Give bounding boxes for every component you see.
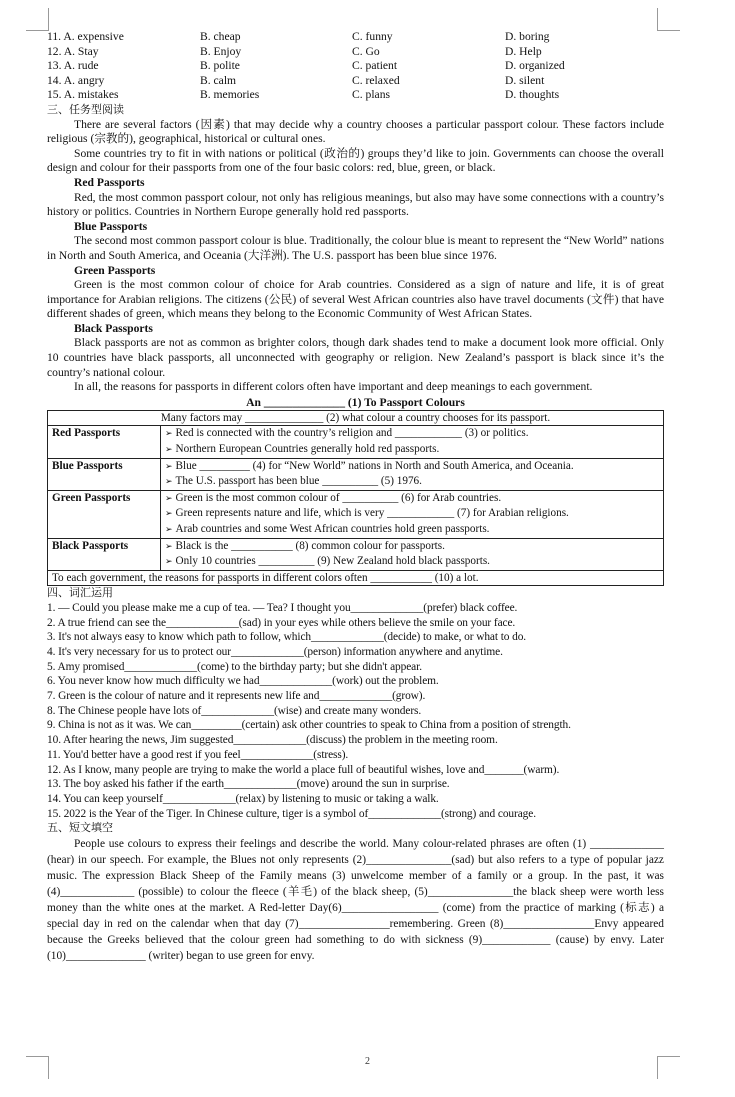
option-a: 11. A. expensive (47, 30, 124, 43)
question-item: 10. After hearing the news, Jim suggested_____________(discuss) the problem in the meeting room. (47, 734, 498, 747)
row-label: Red Passports (48, 426, 161, 458)
summary-table (47, 410, 664, 587)
bullet-item: ➢ Only 10 countries __________ (9) New Zealand hold black passports. (165, 554, 659, 570)
question-item: 8. The Chinese people have lots of_____________(wise) and create many wonders. (47, 704, 422, 717)
table-row (48, 538, 664, 570)
option-row (47, 45, 664, 60)
bullet-item: ➢ Green represents nature and life, which is very ____________ (7) for Arabian religions. (165, 506, 659, 522)
table-row (48, 426, 664, 458)
question-item: 9. China is not as it was. We can_________(certain) ask other countries to speak to China from a position of strength. (47, 719, 571, 732)
option-a: 14. A. angry (47, 73, 105, 87)
choice-options (47, 30, 664, 103)
table-cell (161, 426, 664, 458)
cloze-passage: People use colours to express their feelings and describe the world. Many colour-related phrases are often (1) _____________ (hear) in our speech. For example, the Blues not only represents (2)_______________(sad) but also refers to a type of popular jazz music. The expression Black Sheep of the Family means (3) unwelcome member of a family or a group. In the past, it was (4)_____________ (possible) to colour the fleece (羊毛) of the black sheep, (5)_______________the black sheep were worth less money than the white ones at the market. A Red-letter Day(6)_________________ (come) from the practice of marking (标志) a special day in red on the calendar when that day (7)________________remembering. Green (8)________________Envy appeared because the Greeks believed that the colour green had something to do with sickness (9)____________ (cause) by envy. Later (10)______________ (writer) began to use green for envy. (47, 837, 664, 962)
option-a: 12. A. Stay (47, 44, 99, 58)
bullet-item: ➢ Arab countries and some West African countries hold green passports. (165, 522, 659, 538)
question-item: 15. 2022 is the Year of the Tiger. In Chinese culture, tiger is a symbol of_____________(strong) and courage. (47, 807, 536, 820)
option-c: C. plans (352, 88, 391, 102)
question-item: 14. You can keep yourself_____________(relax) by listening to music or taking a walk. (47, 792, 439, 805)
section-heading-vocabulary: 四、词汇运用 (47, 586, 113, 600)
option-d: D. thoughts (505, 88, 560, 102)
passage-paragraph: In all, the reasons for passports in different colors often have important and deep meanings to each government. (74, 380, 593, 394)
question-item: 13. The boy asked his father if the earth_____________(move) around the sun in surprise. (47, 778, 450, 791)
table-row (48, 570, 664, 586)
question-item: 4. It's very necessary for us to protect our_____________(person) information anywhere and anytime. (47, 646, 503, 659)
table-title: An ______________ (1) To Passport Colours (246, 395, 465, 409)
table-row (48, 458, 664, 490)
table-cell (161, 458, 664, 490)
section-heading-reading: 三、任务型阅读 (47, 102, 124, 116)
option-d: D. boring (505, 30, 550, 43)
document-page (47, 30, 664, 964)
bullet-item: ➢ Black is the ___________ (8) common colour for passports. (165, 539, 659, 555)
row-label: Green Passports (48, 490, 161, 538)
option-c: C. Go (352, 44, 380, 58)
option-b: B. cheap (200, 30, 241, 43)
table-row (48, 410, 664, 426)
passage-paragraph: Some countries try to fit in with nations or political (政治的) groups they’d like to join. Governments can choose the overall design and colour for their passports from one of the four basic colors: red, blue, green, or black. (47, 146, 664, 175)
subheading-red: Red Passports (74, 175, 145, 189)
option-d: D. Help (505, 44, 542, 58)
option-c: C. patient (352, 59, 398, 73)
question-item: 12. As I know, many people are trying to make the world a place full of beautiful wishes, love and_______(warm). (47, 763, 560, 776)
option-row (47, 74, 664, 89)
question-item: 2. A true friend can see the_____________(sad) in your eyes while others believe the smile on your face. (47, 616, 516, 629)
bullet-item: ➢ Green is the most common colour of __________ (6) for Arab countries. (165, 491, 659, 507)
crop-mark-top-left (26, 8, 49, 31)
passage-paragraph: There are several factors (因素) that may decide why a country chooses a particular passport colour. These factors include religious (宗教的), geographical, historical or cultural ones. (47, 117, 664, 146)
option-d: D. organized (505, 59, 565, 73)
option-row (47, 88, 664, 103)
table-cell: To each government, the reasons for passports in different colors often ___________ (10) a lot. (48, 570, 664, 586)
bullet-item: ➢ The U.S. passport has been blue __________ (5) 1976. (165, 474, 659, 490)
bullet-item: ➢ Blue _________ (4) for “New World” nations in North and South America, and Oceania. (165, 459, 659, 475)
option-b: B. polite (200, 59, 240, 73)
passage-paragraph: Red, the most common passport colour, not only has religious meanings, but also may have some connections with a country’s history or politics. Countries in Northern Europe generally hold red passports. (47, 190, 664, 219)
subheading-black: Black Passports (74, 321, 153, 335)
question-item: 1. — Could you please make me a cup of tea. — Tea? I thought you_____________(prefer) black coffee. (47, 601, 518, 614)
row-label: Black Passports (48, 538, 161, 570)
table-cell (161, 538, 664, 570)
option-a: 13. A. rude (47, 59, 99, 73)
question-item: 5. Amy promised_____________(come) to the birthday party; but she didn't appear. (47, 660, 422, 673)
subheading-green: Green Passports (74, 263, 156, 277)
table-cell (161, 490, 664, 538)
bullet-item: ➢ Northern European Countries generally hold red passports. (165, 442, 659, 458)
question-item: 7. Green is the colour of nature and it represents new life and_____________(grow). (47, 690, 426, 703)
row-label: Blue Passports (48, 458, 161, 490)
question-item: 6. You never know how much difficulty we had_____________(work) out the problem. (47, 675, 439, 688)
crop-mark-top-right (657, 8, 680, 31)
page-number: 2 (365, 1056, 370, 1067)
section-heading-cloze: 五、短文填空 (47, 821, 113, 835)
vocabulary-questions (47, 601, 664, 821)
option-a: 15. A. mistakes (47, 88, 119, 102)
question-item: 3. It's not always easy to know which path to follow, which_____________(decide) to make, or what to do. (47, 631, 527, 644)
option-b: B. calm (200, 73, 237, 87)
option-d: D. silent (505, 73, 545, 87)
passage-paragraph: Green is the most common colour of choice for Arab countries. Considered as a sign of nature and life, it is of great importance for Arabian religions. The citizens (公民) of several West African countries also have travel documents (文件) that have different shades of green, which means they belong to the Economic Community of West African States. (47, 278, 664, 321)
table-row (48, 490, 664, 538)
table-cell: Many factors may ______________ (2) what colour a country chooses for its passport. (48, 410, 664, 426)
subheading-blue: Blue Passports (74, 219, 148, 233)
option-row (47, 59, 664, 74)
question-item: 11. You'd better have a good rest if you feel_____________(stress). (47, 748, 349, 761)
option-row (47, 30, 664, 45)
option-b: B. Enjoy (200, 44, 242, 58)
option-c: C. relaxed (352, 73, 400, 87)
option-c: C. funny (352, 30, 393, 43)
passage-paragraph: The second most common passport colour is blue. Traditionally, the colour blue is meant to represent the “New World” nations in North and South America, and Oceania (大洋洲). The U.S. passport has been blue since 1976. (47, 234, 664, 262)
bullet-item: ➢ Red is connected with the country’s religion and ____________ (3) or politics. (165, 426, 659, 442)
passage-paragraph: Black passports are not as common as brighter colors, though dark shades tend to make a document look more official. Only 10 countries have black passports, all unconnected with geography or religion. New Zealand’s passport is black since it’s the country’s national colour. (47, 336, 664, 379)
option-b: B. memories (200, 88, 260, 102)
